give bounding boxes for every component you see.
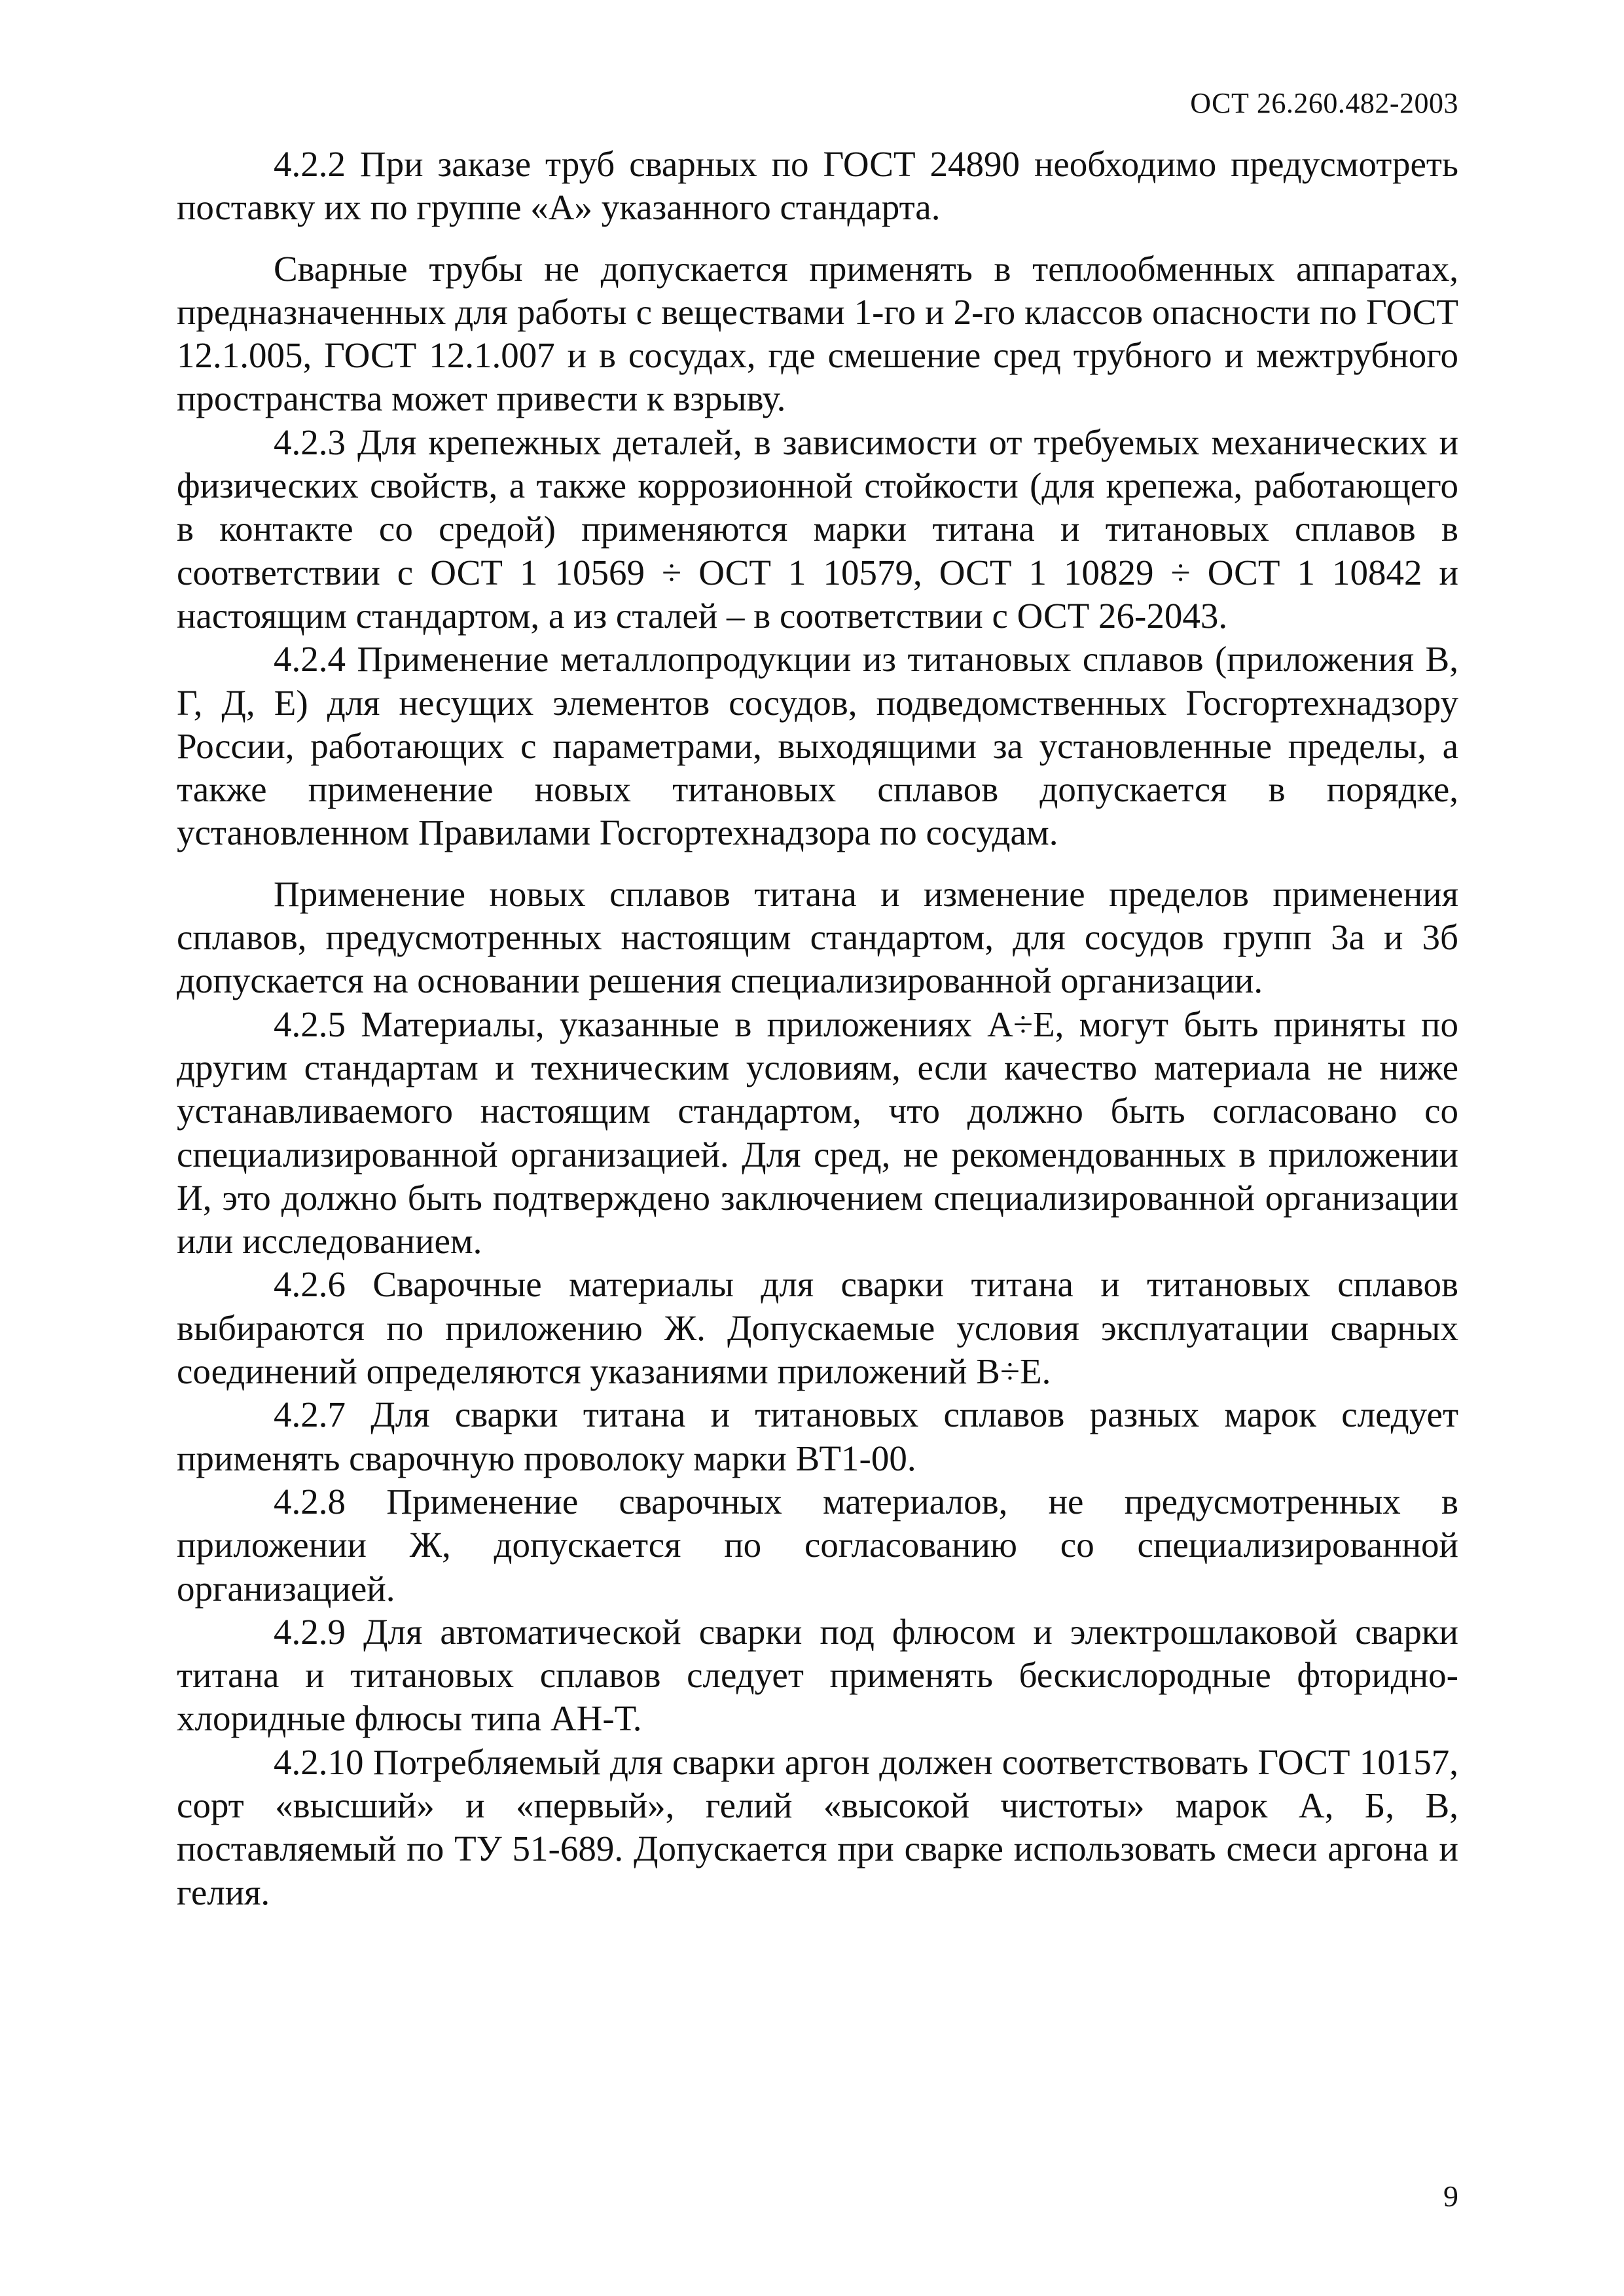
paragraph-4-2-10: 4.2.10 Потребляемый для сварки аргон должен соответствовать ГОСТ 10157, сорт «высший» и «первый», гелий «высокой чистоты» марок А, Б, В, поставляемый по ТУ 51-689. Допускается при сварке использовать смеси аргона и гелия. xyxy=(177,1741,1458,1912)
page-number: 9 xyxy=(1443,2179,1458,2213)
document-code: ОСТ 26.260.482-2003 xyxy=(1190,87,1458,119)
document-body xyxy=(177,143,1458,1914)
paragraph-welded-pipes: Сварные трубы не допускается применять в теплообменных аппаратах, предназначенных для работы с веществами 1-го и 2-го классов опасности по ГОСТ 12.1.005, ГОСТ 12.1.007 и в сосудах, где смешение сред трубного и межтрубного пространства может привести к взрыву. xyxy=(177,248,1458,419)
paragraph-4-2-4: 4.2.4 Применение металлопродукции из титановых сплавов (приложения В, Г, Д, Е) для несущих элементов сосудов, подведомственных Госгортехнадзору России, работающих с параметрами, выходящими за установленные пределы, а также применение новых титановых сплавов допускается в порядке, установленном Правилами Госгортехнадзора по сосудам. xyxy=(177,639,1458,853)
paragraph-4-2-3: 4.2.3 Для крепежных деталей, в зависимости от требуемых механических и физических свойств, а также коррозионной стойкости (для крепежа, работающего в контакте со средой) применяются марки титана и титановых сплавов в соответствии с ОСТ 1 10569 ÷ ОСТ 1 10579, ОСТ 1 10829 ÷ ОСТ 1 10842 и настоящим стандартом, а из сталей – в соответствии с ОСТ 26-2043. xyxy=(177,422,1458,636)
paragraph-4-2-6: 4.2.6 Сварочные материалы для сварки титана и титановых сплавов выбираются по приложению Ж. Допускаемые условия эксплуатации сварных соединений определяются указаниями приложений В÷Е. xyxy=(177,1264,1458,1392)
paragraph-4-2-5: 4.2.5 Материалы, указанные в приложениях А÷Е, могут быть приняты по другим стандартам и техническим условиям, если качество материала не ниже устанавливаемого настоящим стандартом, что должно быть согласовано со специализированной организацией. Для сред, не рекомендованных в приложении И, это должно быть подтверждено заключением специализированной организации или исследованием. xyxy=(177,1004,1458,1262)
paragraph-4-2-9: 4.2.9 Для автоматической сварки под флюсом и электрошлаковой сварки титана и титановых сплавов следует применять бескислородные фторидно-хлоридные флюсы типа АН-Т. xyxy=(177,1611,1458,1739)
paragraph-4-2-8: 4.2.8 Применение сварочных материалов, не предусмотренных в приложении Ж, допускается по согласованию со специализированной организацией. xyxy=(177,1481,1458,1609)
paragraph-new-alloys: Применение новых сплавов титана и изменение пределов применения сплавов, предусмотренных настоящим стандартом, для сосудов групп 3а и 3б допускается на основании решения специализированной организации. xyxy=(177,873,1458,1001)
paragraph-4-2-7: 4.2.7 Для сварки титана и титановых сплавов разных марок следует применять сварочную проволоку марки ВТ1-00. xyxy=(177,1394,1458,1478)
paragraph-4-2-2: 4.2.2 При заказе труб сварных по ГОСТ 24890 необходимо предусмотреть поставку их по группе «А» указанного стандарта. xyxy=(177,144,1458,228)
